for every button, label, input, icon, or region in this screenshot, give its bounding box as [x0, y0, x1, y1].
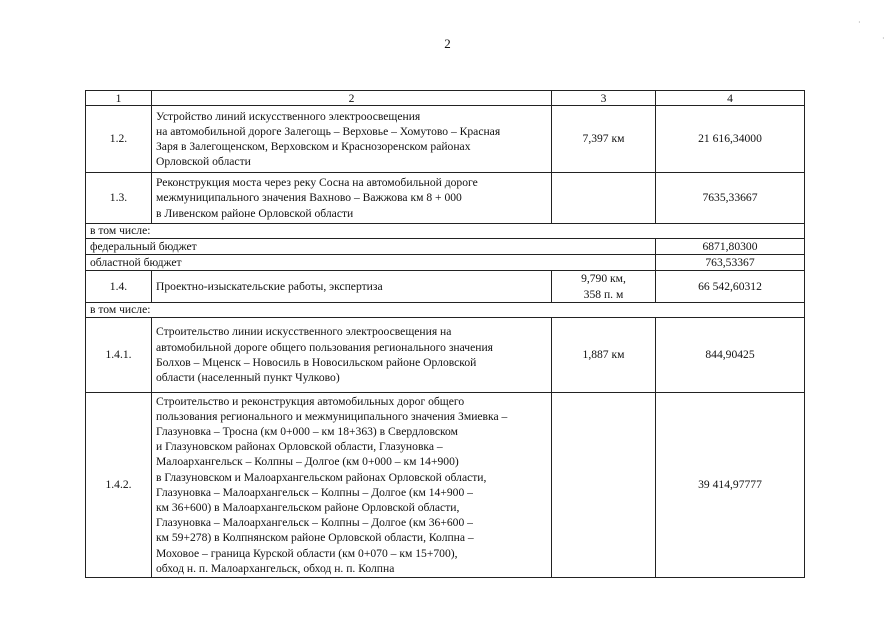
description-line: и Глазуновском районах Орловской области, Глазуновка –	[156, 440, 443, 454]
budget-table	[85, 90, 805, 578]
item-amount: 21 616,34000	[656, 106, 805, 173]
table-row	[86, 271, 805, 302]
item-amount: 39 414,97777	[656, 392, 805, 577]
quantity-line: 1,887 км	[582, 348, 625, 362]
budget-row	[86, 239, 805, 255]
description-line: обход н. п. Малоархангельск, обход н. п. Колпна	[156, 561, 395, 575]
item-description	[152, 271, 552, 302]
description-line: Проектно-изыскательские работы, экспертиза	[156, 280, 383, 293]
item-quantity	[552, 317, 656, 392]
description-line: Глазуновка – Тросна (км 0+000 – км 18+363) в Свердловском	[156, 425, 458, 438]
item-description	[152, 317, 552, 392]
description-line: на автомобильной дороге Залегощь – Верховье – Хомутово – Красная	[156, 124, 501, 138]
item-description	[152, 173, 552, 224]
description-line: пользования регионального и межмуниципального значения Змиевка –	[156, 409, 508, 423]
table-row	[86, 106, 805, 173]
budget-amount: 6871,80300	[656, 239, 805, 255]
item-quantity	[552, 106, 656, 173]
quantity-line: 9,790 км,	[581, 272, 626, 286]
description-line: в Ливенском районе Орловской области	[156, 206, 354, 220]
item-quantity	[552, 173, 656, 224]
item-number: 1.3.	[86, 173, 152, 224]
column-header: 4	[656, 91, 805, 106]
description-line: км 36+600) в Малоархангельском районе Орловской области,	[156, 501, 460, 515]
item-amount: 844,90425	[656, 317, 805, 392]
description-line: автомобильной дороге общего пользования регионального значения	[156, 340, 494, 354]
scan-speck: ·	[858, 18, 861, 27]
description-line: Орловской области	[156, 155, 251, 169]
budget-label: федеральный бюджет	[86, 239, 656, 255]
description-line: Заря в Залегощенском, Верховском и Краснозоренском районах	[156, 140, 471, 153]
item-amount: 7635,33667	[656, 173, 805, 224]
subtotal-heading-row	[86, 224, 805, 239]
page-number: 2	[444, 36, 451, 51]
column-header: 1	[86, 91, 152, 106]
table-row	[86, 392, 805, 577]
including-label: в том числе:	[86, 224, 805, 239]
item-number: 1.4.	[86, 271, 152, 302]
description-line: Глазуновка – Малоархангельск – Колпны – Долгое (км 36+600 –	[156, 516, 473, 530]
quantity-line: 358 п. м	[583, 287, 624, 301]
description-line: Моховое – граница Курской области (км 0+070 – км 15+700),	[156, 546, 458, 560]
table-row	[86, 317, 805, 392]
subtotal-heading-row	[86, 302, 805, 317]
budget-amount: 763,53367	[656, 255, 805, 271]
description-line: Строительство и реконструкция автомобильных дорог общего	[156, 394, 465, 408]
description-line: Болхов – Мценск – Новосиль в Новосильском районе Орловской	[156, 355, 477, 369]
item-quantity	[552, 392, 656, 577]
description-line: км 59+278) в Колпнянском районе Орловской области, Колпна –	[156, 531, 474, 545]
description-line: области (населенный пункт Чулково)	[156, 371, 340, 385]
description-line: в Глазуновском и Малоархангельском районах Орловской области,	[156, 470, 487, 484]
column-header: 3	[552, 91, 656, 106]
header-row	[86, 91, 805, 106]
quantity-line: 7,397 км	[582, 132, 625, 146]
item-number: 1.4.1.	[86, 317, 152, 392]
description-line: Малоархангельск – Колпны – Долгое (км 0+000 – км 14+900)	[156, 455, 459, 469]
item-amount: 66 542,60312	[656, 271, 805, 302]
item-number: 1.2.	[86, 106, 152, 173]
budget-label: областной бюджет	[86, 255, 656, 271]
description-line: Устройство линий искусственного электроосвещения	[156, 109, 421, 123]
item-number: 1.4.2.	[86, 392, 152, 577]
including-label: в том числе:	[86, 302, 805, 317]
item-description	[152, 392, 552, 577]
description-line: Реконструкция моста через реку Сосна на автомобильной дороге	[156, 176, 478, 190]
description-line: межмуниципального значения Вахново – Важжова км 8 + 000	[156, 191, 462, 205]
column-header: 2	[152, 91, 552, 106]
item-description	[152, 106, 552, 173]
description-line: Глазуновка – Малоархангельск – Колпны – Долгое (км 14+900 –	[156, 485, 473, 499]
item-quantity	[552, 271, 656, 302]
budget-row	[86, 255, 805, 271]
description-line: Строительство линии искусственного электроосвещения на	[156, 325, 452, 339]
scan-speck: ·	[882, 34, 885, 43]
table-row	[86, 173, 805, 224]
